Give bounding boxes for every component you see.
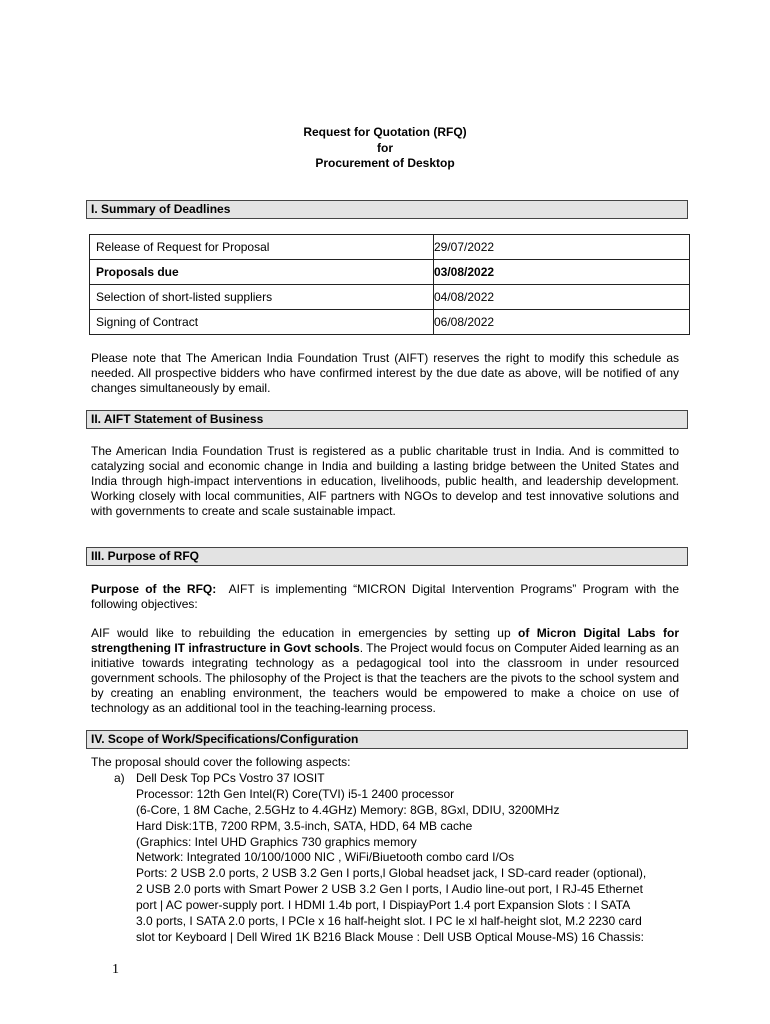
purpose-detail-before: AIF would like to rebuilding the education in emergencies by setting up — [91, 626, 519, 640]
deadline-date: 29/07/2022 — [434, 235, 690, 260]
scope-intro: The proposal should cover the following aspects: — [91, 755, 351, 769]
title-line-1: Request for Quotation (RFQ) — [303, 125, 467, 139]
deadline-label: Selection of short-listed suppliers — [90, 285, 434, 310]
title-line-2: for — [377, 140, 393, 155]
table-row — [90, 235, 690, 260]
spec-line: Ports: 2 USB 2.0 ports, 2 USB 3.2 Gen I ports,l Global headset jack, I SD-card reader (optional), — [136, 866, 647, 881]
spec-line: slot tor Keyboard | Dell Wired 1K B216 Black Mouse : Dell USB Optical Mouse-MS) 16 Chassis: — [136, 929, 644, 944]
purpose-detail-bold: of Micron Digital Labs for strengthening IT infrastructure in Govt schools — [91, 626, 679, 655]
schedule-note: Please note that The American India Foundation Trust (AIFT) reserves the right to modify this schedule as needed. All prospective bidders who have confirmed interest by the due date as above, will be notified of any changes simultaneously by email. — [91, 351, 679, 395]
scope-list — [91, 755, 679, 944]
deadlines-table — [89, 234, 690, 335]
purpose-paragraph — [91, 582, 679, 612]
deadline-label: Proposals due — [90, 260, 434, 285]
spec-line: 2 USB 2.0 ports with Smart Power 2 USB 3.2 Gen I ports, I Audio line-out port, I RJ-45 Ethernet — [136, 882, 643, 897]
purpose-text: AIFT is implementing “MICRON Digital Intervention Programs” Program with the following objectives: — [91, 582, 680, 611]
deadline-date: 03/08/2022 — [434, 260, 690, 285]
spec-line: port | AC power-supply port. I HDMI 1.4b port, I DispiayPort 1.4 port Expansion Slots : I SATA — [136, 898, 631, 913]
spec-line: Processor: 12th Gen Intel(R) Core(TVI) i5-1 2400 processor — [136, 786, 455, 801]
purpose-label: Purpose of the RFQ: — [91, 582, 217, 596]
spec-line: (6-Core, 1 8M Cache, 2.5GHz to 4.4GHz) Memory: 8GB, 8Gxl, DDIU, 3200MHz — [136, 802, 560, 817]
purpose-detail-paragraph — [91, 626, 679, 716]
purpose-detail-after: . The Project would focus on Computer Aided learning as an initiative towards integrating technology as a pedagogical tool into the classroom in under resourced government schools. The philosophy of the Project is that the teachers are the pivots to the school system and by creating an enabling environment, the teachers would be empowered to make a choice on use of technology as an additional tool in the teaching-learning process. — [91, 641, 680, 715]
spec-line: Network: Integrated 10/100/1000 NIC , WiFi/Biuetooth combo card I/Os — [136, 850, 515, 865]
section-header-purpose: III. Purpose of RFQ — [86, 547, 688, 566]
section-header-deadlines: I. Summary of Deadlines — [86, 200, 688, 219]
page-number: 1 — [112, 962, 119, 977]
document-title — [0, 125, 770, 172]
statement-paragraph: The American India Foundation Trust is registered as a public charitable trust in India. And is committed to catalyzing social and economic change in India and building a lasting bridge between the United States and India through high-impact interventions in education, livelihoods, public health, and leadership development. Working closely with local communities, AIF partners with NGOs to develop and test innovative solutions and with governments to create and scale sustainable impact. — [91, 444, 679, 518]
spec-line: Hard Disk:1TB, 7200 RPM, 3.5-inch, SATA, HDD, 64 MB cache — [136, 818, 473, 833]
table-row — [90, 285, 690, 310]
section-header-scope: IV. Scope of Work/Specifications/Configuration — [86, 730, 688, 749]
spec-lines — [136, 771, 676, 946]
title-line-3: Procurement of Desktop — [315, 156, 455, 170]
deadline-date: 06/08/2022 — [434, 310, 690, 335]
deadline-date: 04/08/2022 — [434, 285, 690, 310]
list-marker: a) — [114, 770, 125, 785]
deadline-label: Signing of Contract — [90, 310, 434, 335]
table-row — [90, 310, 690, 335]
spec-line: Dell Desk Top PCs Vostro 37 IOSIT — [136, 770, 325, 785]
spec-line: (Graphics: Intel UHD Graphics 730 graphics memory — [136, 834, 417, 849]
deadline-label: Release of Request for Proposal — [90, 235, 434, 260]
section-header-statement: II. AIFT Statement of Business — [86, 410, 688, 429]
spec-line: 3.0 ports, I SATA 2.0 ports, I PCIe x 16 half-height slot. I PC le xl half-height slot, M.2 2230 card — [136, 914, 642, 929]
table-row — [90, 260, 690, 285]
